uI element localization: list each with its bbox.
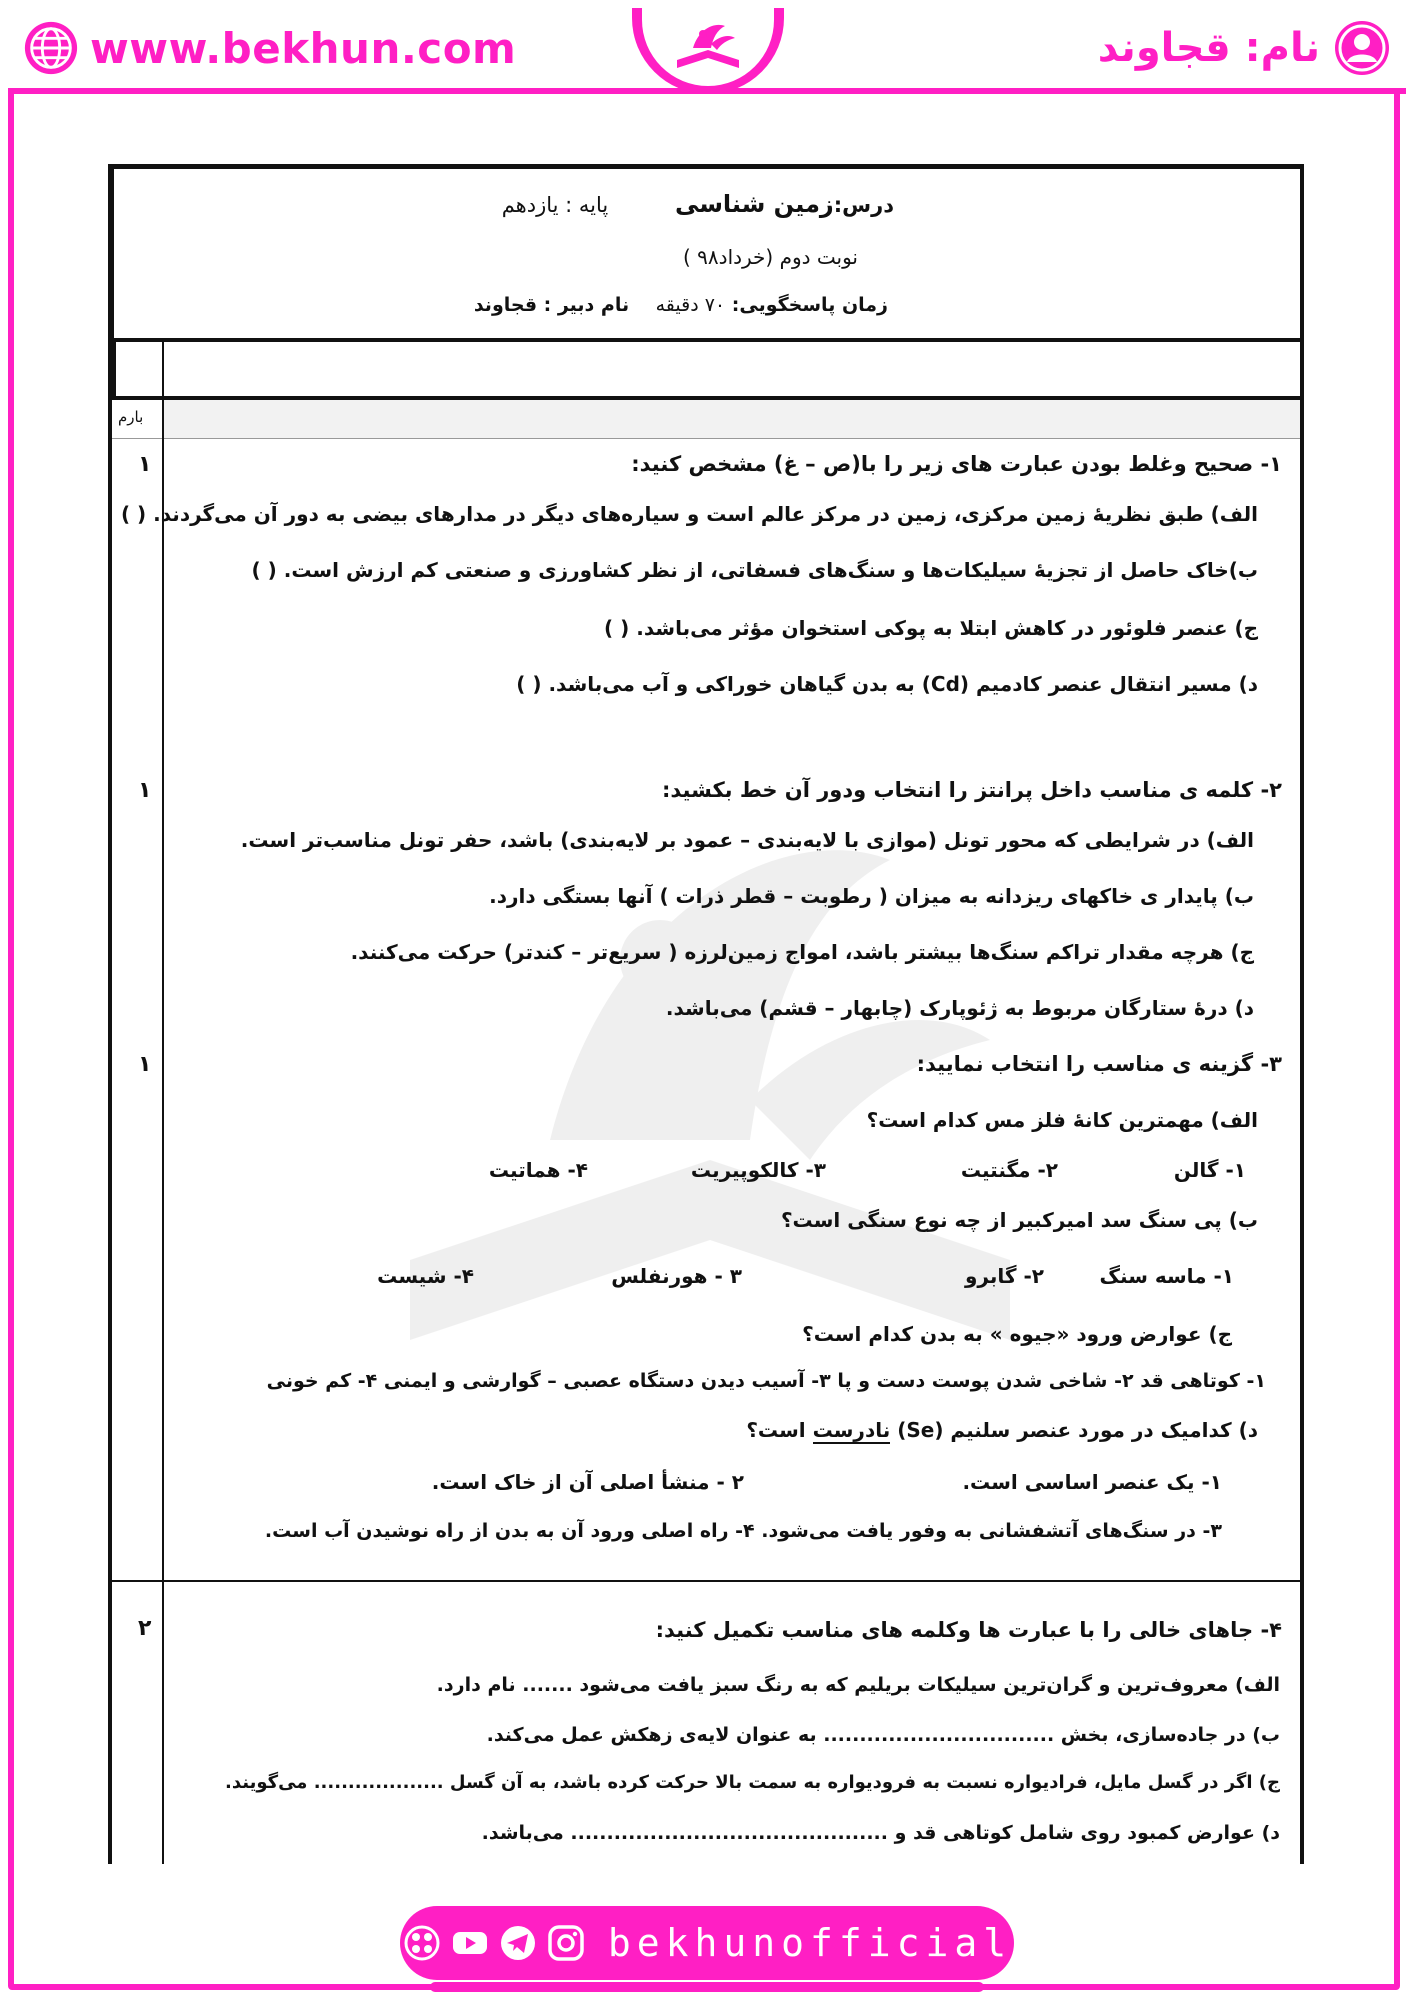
q2-item-c: ج) هرچه مقدار تراکم سنگ‌ها بیشتر باشد، امواج زمین‌لرزه ( سریع‌تر – کندتر) حرکت می‌کنند.	[350, 940, 1254, 964]
score-column-divider	[162, 340, 164, 1864]
q3b-option-4: ۴- شیست	[377, 1264, 474, 1288]
score-header-rule	[112, 438, 1300, 439]
q3b-option-2: ۲- گابرو	[964, 1264, 1044, 1288]
q4-score: ۲	[138, 1616, 152, 1641]
social-handle[interactable]: bekhunofficial	[607, 1921, 1013, 1965]
q3a-option-1: ۱- گالن	[1173, 1158, 1246, 1182]
instagram-icon[interactable]	[546, 1923, 586, 1963]
q3d-options-3-4: ۳- در سنگ‌های آتشفشانی به وفور یافت می‌شود. ۴- راه اصلی ورود آن به بدن از راه نوشیدن آب است.	[264, 1520, 1222, 1542]
q3d-question-end: است؟	[746, 1418, 813, 1442]
q3c-options: ۱- کوتاهی قد ۲- شاخی شدن پوست دست و پا ۳- آسیب دیدن دستگاه عصبی – گوارشی و ایمنی ۴- کم خونی	[266, 1370, 1266, 1392]
q4-title: ۴- جاهای خالی را با عبارت ها وکلمه های مناسب تکمیل کنید:	[655, 1618, 1282, 1642]
q3a-option-2: ۲- مگنتیت	[960, 1158, 1058, 1182]
subject-line	[502, 190, 894, 218]
q3b-question: ب) پی سنگ سد امیرکبیر از چه نوع سنگی است؟	[780, 1208, 1258, 1232]
header-left-rule	[112, 340, 116, 398]
q4-item-a: الف) معروف‌ترین و گران‌ترین سیلیکات بریلیم که به رنگ سبز یافت می‌شود ....... نام دارد.	[436, 1674, 1280, 1696]
time-value: ۷۰ دقیقه	[655, 294, 726, 316]
q4-item-c: ج) اگر در گسل مایل، فرادیواره نسبت به فرودیواره به سمت بالا حرکت کرده باشد، به آن گسل ................... می‌گویند.	[225, 1772, 1280, 1793]
q3d-question	[746, 1418, 1258, 1442]
section-divider	[112, 1580, 1300, 1582]
telegram-icon[interactable]	[498, 1923, 538, 1963]
q1-item-c: ج) عنصر فلوئور در کاهش ابتلا به پوکی استخوان مؤثر می‌باشد. ( )	[604, 616, 1258, 640]
q3d-question-emphasis: نادرست	[812, 1418, 891, 1442]
q3a-option-3: ۳- کالکوپیریت	[690, 1158, 826, 1182]
time-label: زمان پاسخگویی:	[731, 294, 888, 316]
teacher-label: نام دبیر : قجاوند	[473, 294, 630, 316]
q1-title: ۱- صحیح وغلط بودن عبارت های زیر را با(ص – غ) مشخص کنید:	[631, 452, 1282, 476]
q2-item-a: الف) در شرایطی که محور تونل (موازی با لایه‌بندی – عمود بر لایه‌بندی) باشد، حفر تونل مناسب‌تر است.	[240, 828, 1254, 852]
teacher-name-badge	[1098, 16, 1392, 80]
q3b-option-3: ۳ - هورنفلس	[611, 1264, 742, 1288]
social-footer[interactable]	[400, 1906, 1014, 1980]
session-label: نوبت دوم (خرداد۹۸ )	[683, 245, 858, 269]
q2-item-d: د) درهٔ ستارگان مربوط به ژئوپارک (چابهار – قشم) می‌باشد.	[665, 996, 1254, 1020]
q3c-question: ج) عوارض ورود «جیوه » به بدن کدام است؟	[802, 1322, 1232, 1346]
aparat-icon[interactable]	[402, 1923, 442, 1963]
score-column-label: بارم	[118, 408, 144, 426]
time-line	[474, 294, 888, 316]
q2-item-b: ب) پایدار ی خاکهای ریزدانه به میزان ( رطوبت – قطر ذرات ) آنها بستگی دارد.	[489, 884, 1254, 908]
q3a-question: الف) مهمترین کانهٔ فلز مس کدام است؟	[866, 1108, 1258, 1132]
q3d-option-1: ۱- یک عنصر اساسی است.	[962, 1470, 1222, 1494]
youtube-icon[interactable]	[450, 1923, 490, 1963]
book-logo-icon	[663, 14, 753, 80]
grade-label: پایه : یازدهم	[501, 193, 609, 217]
q3-score: ۱	[138, 1052, 152, 1077]
q4-item-b: ب) در جاده‌سازی، بخش ................................ به عنوان لایه‌ی زهکش عمل می‌کند.	[486, 1724, 1280, 1746]
q3a-option-4: ۴- هماتیت	[488, 1158, 588, 1182]
q1-item-a: الف) طبق نظریهٔ زمین مرکزی، زمین در مرکز عالم است و سیاره‌های دیگر در مدارهای بیضی به دور آن می‌گردند. ( )	[120, 502, 1258, 526]
q3b-option-1: ۱- ماسه سنگ	[1099, 1264, 1234, 1288]
globe-icon	[22, 19, 80, 77]
site-url[interactable]: www.bekhun.com	[90, 23, 517, 73]
teacher-name: نام: قجاوند	[1097, 25, 1320, 71]
site-link[interactable]	[22, 18, 516, 78]
q4-item-d: د) عوارض کمبود روی شامل کوتاهی قد و ............................................ می‌باشد.	[481, 1822, 1280, 1844]
q3d-option-2: ۲ - منشأ اصلی آن از خاک است.	[431, 1470, 744, 1494]
q1-item-b: ب)خاک حاصل از تجزیهٔ سیلیکات‌ها و سنگ‌های فسفاتی، از نظر کشاورزی و صنعتی کم ارزش است. ( )	[251, 558, 1258, 582]
q1-item-d: د) مسیر انتقال عنصر کادمیم (Cd) به بدن گیاهان خوراکی و آب می‌باشد. ( )	[516, 672, 1258, 696]
q2-score: ۱	[138, 778, 152, 803]
q3d-question-start: د) کدامیک در مورد عنصر سلنیم (Se)	[890, 1418, 1258, 1442]
q1-score: ۱	[138, 452, 152, 477]
footer-shadow	[430, 1982, 984, 1992]
header-rule	[112, 338, 1300, 342]
subject-name: زمین شناسی	[675, 190, 834, 218]
score-header-row	[164, 400, 1300, 438]
q2-title: ۲- کلمه ی مناسب داخل پرانتز را انتخاب ودور آن خط بکشید:	[661, 778, 1282, 802]
subject-label: درس:	[833, 193, 894, 217]
user-icon	[1332, 18, 1392, 78]
q3-title: ۳- گزینه ی مناسب را انتخاب نمایید:	[916, 1052, 1282, 1076]
